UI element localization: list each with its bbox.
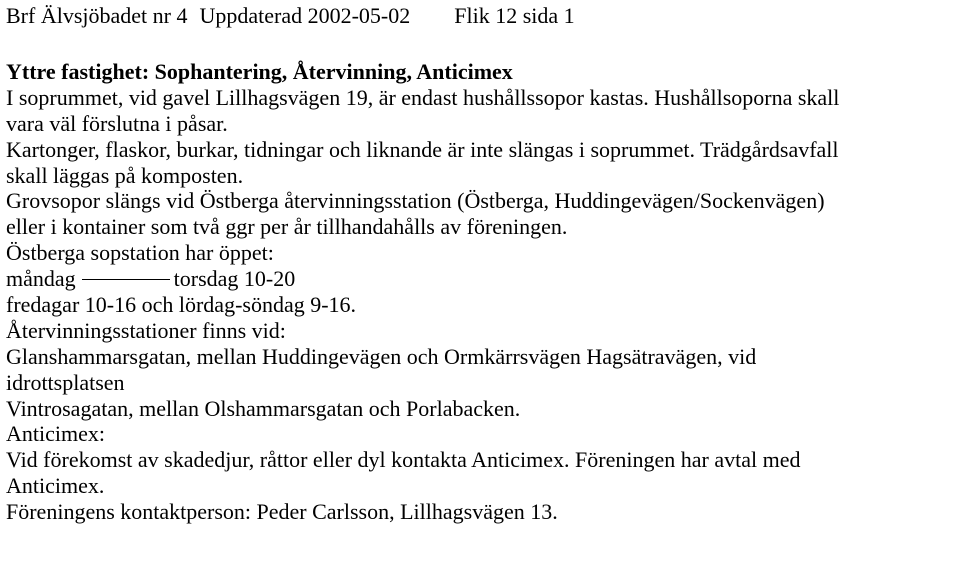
paragraph-line: fredagar 10-16 och lördag-söndag 9-16. — [6, 292, 357, 318]
opening-hours-line — [6, 266, 956, 292]
paragraph-line: Östberga sopstation har öppet: — [6, 240, 274, 266]
paragraph-line: Grovsopor slängs vid Östberga återvinningsstation (Östberga, Huddingevägen/Sockenvägen) — [6, 188, 825, 214]
hours-day-end: torsdag 10-20 — [173, 266, 296, 292]
paragraph-line: Vintrosagatan, mellan Olshammarsgatan och Porlabacken. — [6, 395, 521, 421]
paragraph-line: Anticimex: — [6, 421, 105, 447]
hours-day-start: måndag — [6, 266, 76, 292]
paragraph-line: Återvinningsstationer finns vid: — [6, 317, 286, 343]
paragraph-line: idrottsplatsen — [6, 369, 125, 395]
document-page — [6, 0, 956, 577]
paragraph-line: Kartonger, flaskor, burkar, tidningar och liknande är inte slängas i soprummet. Trädgårdsavfall — [6, 136, 839, 162]
document-body — [6, 59, 956, 525]
section-title: Yttre fastighet: Sophantering, Återvinning, Anticimex — [6, 59, 513, 84]
paragraph-line: skall läggas på komposten. — [6, 162, 244, 188]
paragraph-line: eller i kontainer som två ggr per år tillhandahålls av föreningen. — [6, 214, 568, 240]
header-tab: Flik 12 sida 1 — [454, 3, 575, 28]
paragraph-line: I soprummet, vid gavel Lillhagsvägen 19, är endast hushållssopor kastas. Hushållsoporna skall — [6, 84, 840, 110]
dash-rule — [82, 279, 170, 280]
paragraph-line: Vid förekomst av skadedjur, råttor eller dyl kontakta Anticimex. Föreningen har avtal med — [6, 447, 801, 473]
header-updated: Uppdaterad 2002-05-02 — [199, 3, 411, 28]
header-org: Brf Älvsjöbadet nr 4 — [6, 3, 188, 28]
paragraph-line: vara väl förslutna i påsar. — [6, 110, 228, 136]
paragraph-line: Anticimex. — [6, 473, 105, 499]
page-header — [6, 2, 575, 30]
paragraph-line: Föreningens kontaktperson: Peder Carlsson, Lillhagsvägen 13. — [6, 499, 558, 525]
paragraph-line: Glanshammarsgatan, mellan Huddingevägen och Ormkärrsvägen Hagsätravägen, vid — [6, 343, 757, 369]
